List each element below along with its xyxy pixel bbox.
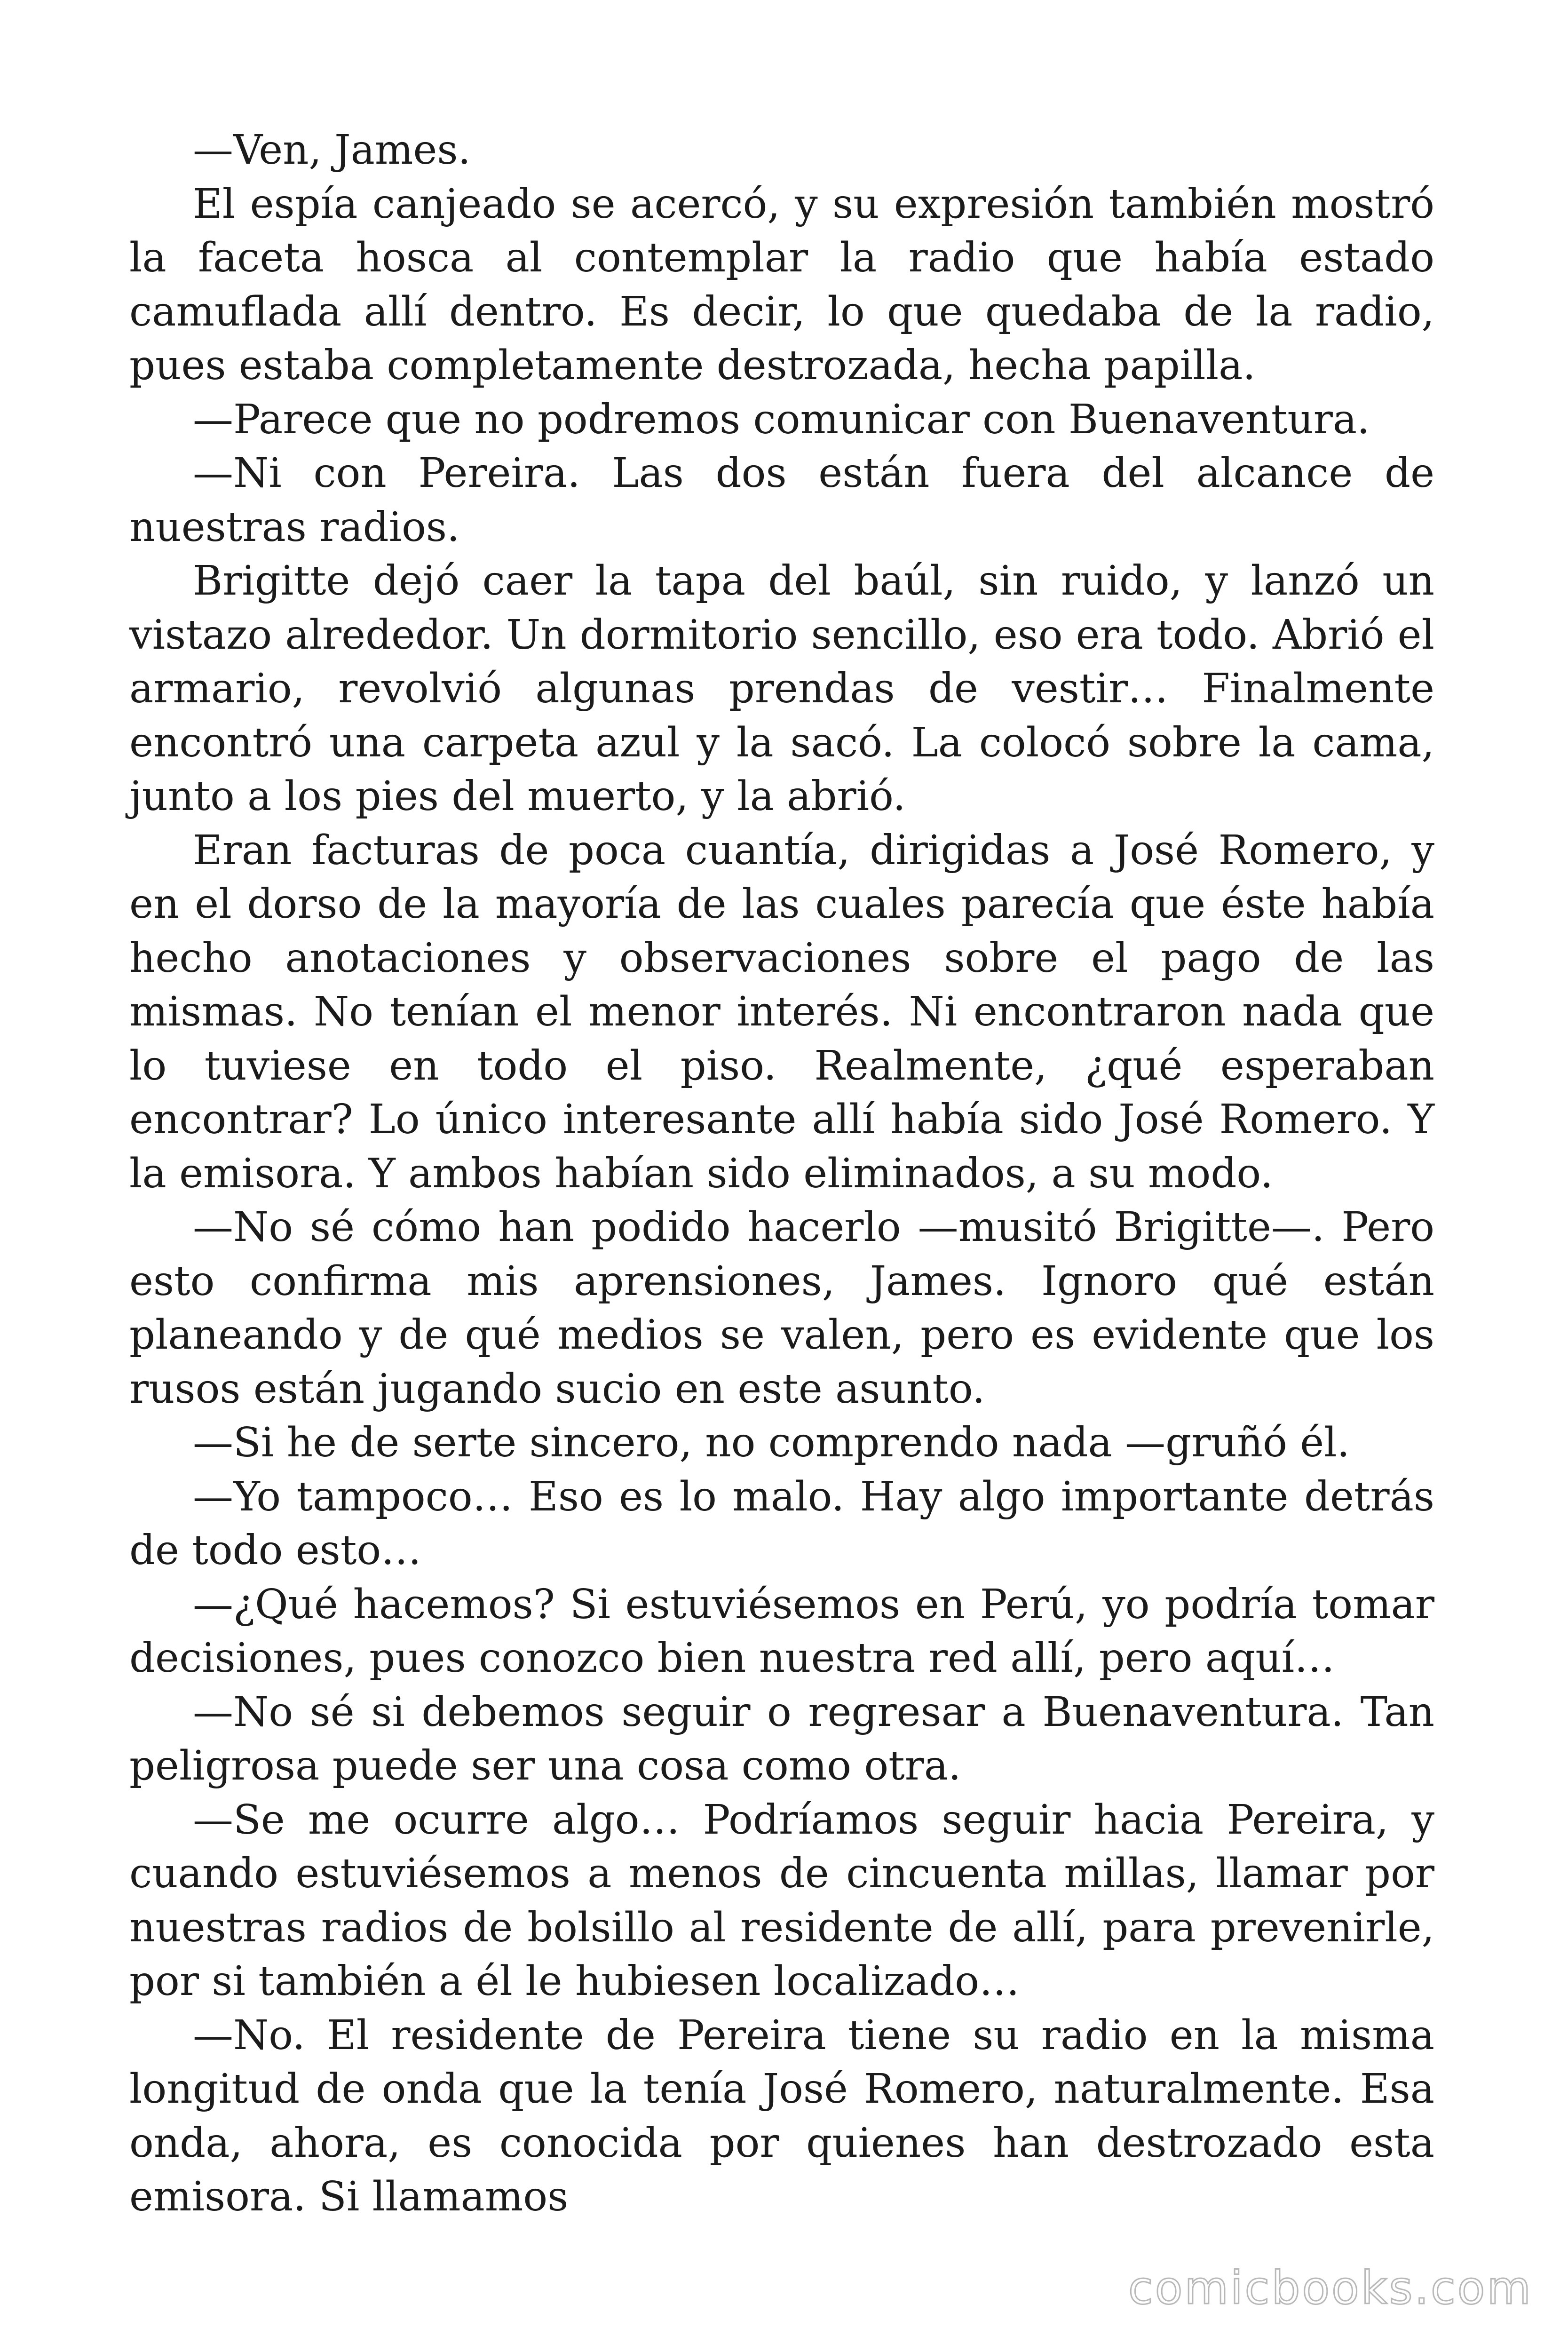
paragraph: —Yo tampoco… Eso es lo malo. Hay algo importante detrás de todo esto… <box>129 1473 1434 1574</box>
paragraph: —Si he de serte sincero, no comprendo nada —gruñó él. <box>193 1419 1350 1466</box>
watermark: comicbooks.com <box>1128 2262 1533 2314</box>
paragraph: —Ven, James. <box>193 127 471 174</box>
paragraph: —Parece que no podremos comunicar con Buenaventura. <box>193 396 1370 443</box>
paragraph: —Se me ocurre algo… Podríamos seguir hacia Pereira, y cuando estuviésemos a menos de cincuenta millas, llamar por nuestras radios de bolsillo al residente de allí, para prevenirle, por si también a él le hubiesen localizado… <box>129 1796 1434 2005</box>
paragraph: —No. El residente de Pereira tiene su radio en la misma longitud de onda que la tenía José Romero, naturalmente. Esa onda, ahora, es conocida por quienes han destrozado esta emisora. Si llamamos <box>129 2011 1434 2220</box>
paragraph: El espía canjeado se acercó, y su expresión también mostró la faceta hosca al contemplar la radio que había estado camuflada allí dentro. Es decir, lo que quedaba de la radio, pues estaba completamente destrozada, hecha papilla. <box>129 180 1434 389</box>
paragraph: —No sé cómo han podido hacerlo —musitó Brigitte—. Pero esto confirma mis aprensiones, James. Ignoro qué están planeando y de qué medios se valen, pero es evidente que los rusos están jugando sucio en este asunto. <box>129 1204 1434 1413</box>
paragraph: —¿Qué hacemos? Si estuviésemos en Perú, yo podría tomar decisiones, pues conozco bien nuestra red allí, pero aquí… <box>129 1581 1434 1682</box>
paragraph: Eran facturas de poca cuantía, dirigidas a José Romero, y en el dorso de la mayoría de las cuales parecía que éste había hecho anotaciones y observaciones sobre el pago de las mismas. No tenían el menor interés. Ni encontraron nada que lo tuviese en todo el piso. Realmente, ¿qué esperaban encontrar? Lo único interesante allí había sido José Romero. Y la emisora. Y ambos habían sido eliminados, a su modo. <box>129 826 1434 1197</box>
paragraph: Brigitte dejó caer la tapa del baúl, sin ruido, y lanzó un vistazo alrededor. Un dormitorio sencillo, eso era todo. Abrió el armario, revolvió algunas prendas de vestir… Finalmente encontró una carpeta azul y la sacó. La colocó sobre la cama, junto a los pies del muerto, y la abrió. <box>129 557 1434 820</box>
paragraph: —Ni con Pereira. Las dos están fuera del alcance de nuestras radios. <box>129 450 1434 551</box>
body-text <box>129 123 1434 2224</box>
paragraph: —No sé si debemos seguir o regresar a Buenaventura. Tan peligrosa puede ser una cosa como otra. <box>129 1688 1434 1789</box>
